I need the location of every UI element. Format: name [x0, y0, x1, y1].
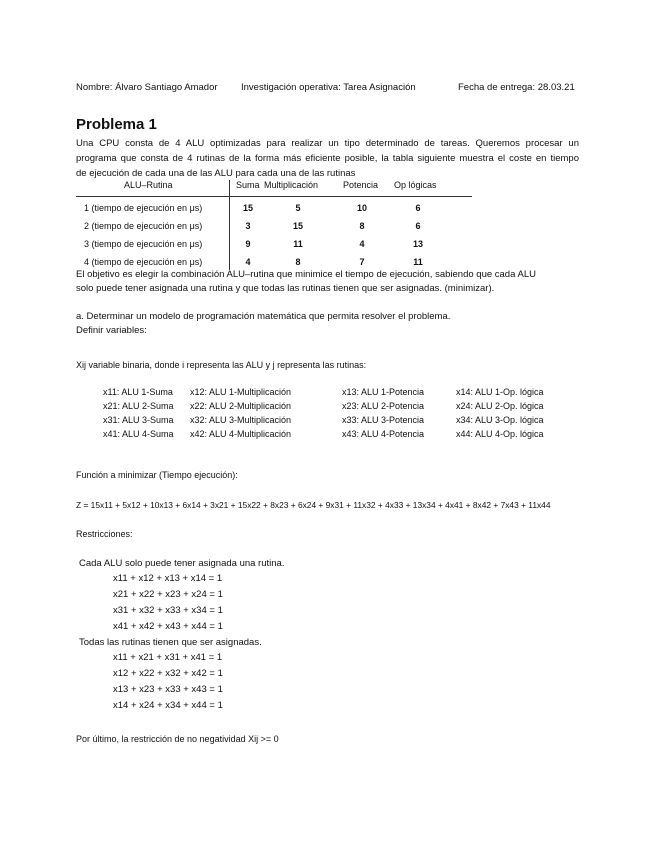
constraint-equation: x12 + x22 + x32 + x42 = 1	[113, 668, 223, 679]
variable: x34: ALU 3-Op. lógica	[456, 415, 544, 425]
table-header-alu-rutina: ALU–Rutina	[124, 180, 173, 190]
cell-suma: 3	[245, 221, 251, 231]
due-date: Fecha de entrega: 28.03.21	[458, 82, 575, 93]
constraint-equation: x21 + x22 + x23 + x24 = 1	[113, 589, 223, 600]
cell-suma: 9	[245, 239, 251, 249]
variable: x31: ALU 3-Suma	[103, 415, 174, 425]
alu-constraint-title: Cada ALU solo puede tener asignada una rutina.	[79, 558, 285, 569]
variable: x41: ALU 4-Suma	[103, 429, 174, 439]
cell-multiplicacion: 11	[293, 239, 303, 249]
course-title: Investigación operativa: Tarea Asignación	[241, 82, 416, 93]
cell-potencia: 7	[359, 257, 365, 267]
define-variables-label: Definir variables:	[76, 325, 147, 336]
objective-line: El objetivo es elegir la combinación ALU–rutina que minimice el tiempo de ejecución, sabiendo que cada ALU	[76, 269, 536, 280]
cell-potencia: 10	[356, 203, 367, 213]
constraint-equation: x13 + x23 + x33 + x43 = 1	[113, 684, 223, 695]
variable: x22: ALU 2-Multiplicación	[190, 401, 292, 411]
table-header-suma: Suma	[236, 180, 260, 190]
table-header-potencia: Potencia	[343, 180, 379, 190]
variable: x13: ALU 1-Potencia	[342, 387, 425, 397]
constraint-equation: x11 + x21 + x31 + x41 = 1	[113, 652, 223, 663]
variable: x11: ALU 1-Suma	[103, 387, 173, 397]
cell-multiplicacion: 5	[295, 203, 301, 213]
variable: x44: ALU 4-Op. lógica	[456, 429, 544, 439]
problem-title: Problema 1	[76, 116, 157, 133]
variable: x14: ALU 1-Op. lógica	[456, 387, 544, 397]
intro-line: Una CPU consta de 4 ALU optimizadas para realizar un tipo determinado de tareas. Queremos procesar un	[76, 138, 579, 149]
intro-line: programa que consta de 4 rutinas de la forma más eficiente posible, la tabla siguiente muestra el coste en tiempo	[76, 153, 579, 164]
variable: x12: ALU 1-Multiplicación	[190, 387, 292, 397]
variable: x23: ALU 2-Potencia	[342, 401, 425, 411]
cell-op-logicas: 11	[413, 257, 423, 267]
intro-paragraph	[76, 136, 579, 181]
constraint-equation: x11 + x12 + x13 + x14 = 1	[113, 573, 223, 584]
objective-line: solo puede tener asignada una rutina y que todas las rutinas tienen que ser asignadas. (minimizar).	[76, 283, 495, 294]
cell-multiplicacion: 15	[292, 221, 303, 231]
table-header-multiplicacion: Multiplicación	[264, 180, 319, 190]
cell-potencia: 4	[359, 239, 365, 249]
cell-multiplicacion: 8	[295, 257, 301, 267]
cell-potencia: 8	[359, 221, 365, 231]
row-label: 1 (tiempo de ejecución en μs)	[84, 203, 203, 213]
cell-op-logicas: 6	[415, 203, 421, 213]
constraint-equation: x41 + x42 + x43 + x44 = 1	[113, 621, 223, 632]
table-header-op-logicas: Op lógicas	[394, 180, 437, 190]
constraint-equation: x31 + x32 + x33 + x34 = 1	[113, 605, 223, 616]
variable: x43: ALU 4-Potencia	[342, 429, 425, 439]
objective-paragraph	[76, 268, 536, 296]
nonnegativity-constraint: Por último, la restricción de no negatividad Xij >= 0	[76, 734, 279, 744]
routine-constraint-title: Todas las rutinas tienen que ser asignadas.	[79, 637, 262, 648]
cell-op-logicas: 6	[415, 221, 421, 231]
variable: x33: ALU 3-Potencia	[342, 415, 425, 425]
variable: x24: ALU 2-Op. lógica	[456, 401, 544, 411]
student-name: Nombre: Álvaro Santiago Amador	[76, 82, 218, 93]
row-label: 4 (tiempo de ejecución en μs)	[84, 257, 203, 267]
row-label: 2 (tiempo de ejecución en μs)	[84, 221, 203, 231]
objective-function: Z = 15x11 + 5x12 + 10x13 + 6x14 + 3x21 + 15x22 + 8x23 + 6x24 + 9x31 + 11x32 + 4x33 + 13x34 + 4x41 + 8x42 + 7x43 + 11x44	[76, 500, 551, 510]
intro-line: de ejecución de cada una de las ALU para cada una de las rutinas	[76, 168, 356, 179]
variable: x21: ALU 2-Suma	[103, 401, 174, 411]
row-label: 3 (tiempo de ejecución en μs)	[84, 239, 203, 249]
restrictions-label: Restricciones:	[76, 529, 133, 539]
constraint-equation: x14 + x24 + x34 + x44 = 1	[113, 700, 223, 711]
xij-description: Xij variable binaria, donde i representa las ALU y j representa las rutinas:	[76, 360, 367, 370]
section-a-heading: a. Determinar un modelo de programación matemática que permita resolver el problema.	[76, 311, 451, 322]
cell-op-logicas: 13	[412, 239, 423, 249]
variable: x42: ALU 4-Multiplicación	[190, 429, 292, 439]
variable: x32: ALU 3-Multiplicación	[190, 415, 292, 425]
cell-suma: 4	[245, 257, 251, 267]
objective-function-label: Función a minimizar (Tiempo ejecución):	[76, 470, 238, 480]
cell-suma: 15	[242, 203, 253, 213]
table-horizontal-rule	[76, 196, 472, 197]
